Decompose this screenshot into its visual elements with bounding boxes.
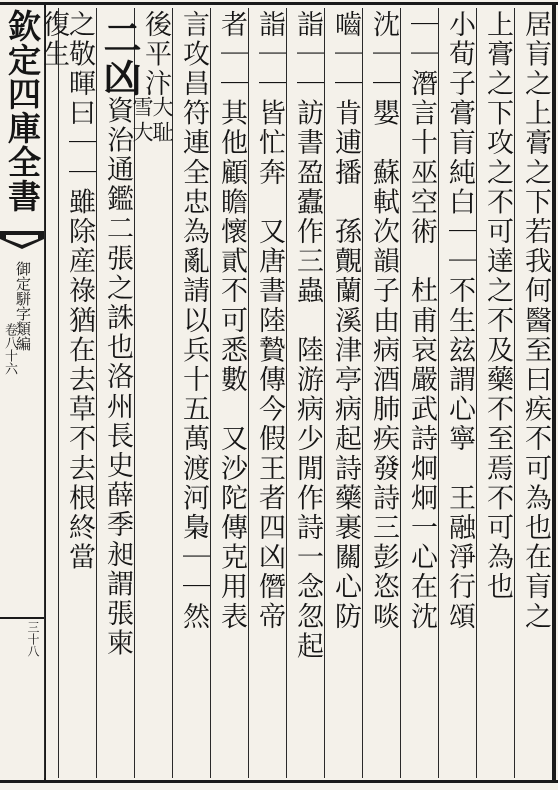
- book-title: 御定駢字類編: [14, 261, 32, 351]
- column-text: 言攻昌符連全忠為亂請以兵十五萬渡河梟｜｜然: [178, 10, 209, 632]
- text-column-10: [172, 8, 210, 778]
- text-column-14: [38, 8, 69, 778]
- fishtail-mark-icon: [0, 231, 44, 251]
- text-column-9: [210, 8, 248, 778]
- text-column-2: [476, 8, 514, 778]
- column-text: 沈｜｜嬰 蘇軾次韻子由病酒肺疾發詩三彭恣啖: [368, 10, 399, 632]
- frame-bottom-border: [0, 780, 558, 783]
- text-column-8: [248, 8, 286, 778]
- margin-column: [0, 5, 46, 780]
- snow-note-a: 雪大: [130, 96, 154, 146]
- column-text: 小荀子膏肓純白｜｜不生玆謂心寧 王融淨行頌: [444, 10, 475, 632]
- column-text: 之敬暉曰｜｜雖除産祿猶在去草不去根終當: [64, 10, 95, 573]
- text-column-3: [438, 8, 476, 778]
- column-text: ｜｜潛言十巫空術 杜甫哀嚴武詩炯炯一心在沈: [406, 10, 437, 632]
- column-text: 詣｜｜訪書盈蠹作三蟲 陸游病少閒作詩一念忽起: [292, 10, 323, 662]
- column-text: 者｜｜其他顧瞻懷貳不可悉數 又沙陀傳克用表: [216, 10, 247, 632]
- column-text: 居肓之上膏之下若我何醫至曰疾不可為也在肓之: [520, 10, 551, 632]
- collection-title: 欽定四庫全書: [3, 9, 42, 213]
- text-column-6: [324, 8, 362, 778]
- column-text: 嚙｜｜肯逋播 孫覿蘭溪津亭病起詩藥裹關心防: [330, 10, 361, 632]
- column-text: 詣｜｜皆忙奔 又唐書陸贄傳今假王者四凶僭帝: [254, 10, 285, 632]
- folio-number: 三十八: [26, 621, 40, 657]
- text-column-5: [362, 8, 400, 778]
- text-column-11: [130, 8, 174, 778]
- column-text: 後平汴: [140, 10, 171, 99]
- folio-divider: [0, 617, 44, 619]
- column-text: 復生: [38, 10, 69, 70]
- snow-note-b: 大耻: [150, 96, 174, 146]
- entry-headword: 二凶: [97, 18, 142, 98]
- text-column-13: [58, 8, 96, 778]
- text-column-1: [514, 8, 552, 778]
- frame-top-border: [0, 2, 558, 5]
- volume-number: 卷八十六: [2, 323, 17, 375]
- text-column-7: [286, 8, 324, 778]
- column-text: 上膏之下攻之不可達之不及藥不至焉不可為也: [482, 10, 513, 602]
- text-column-4: [400, 8, 438, 778]
- column-text: 資治通鑑二張之誅也洛州長史薛季昶謂張柬: [102, 96, 133, 659]
